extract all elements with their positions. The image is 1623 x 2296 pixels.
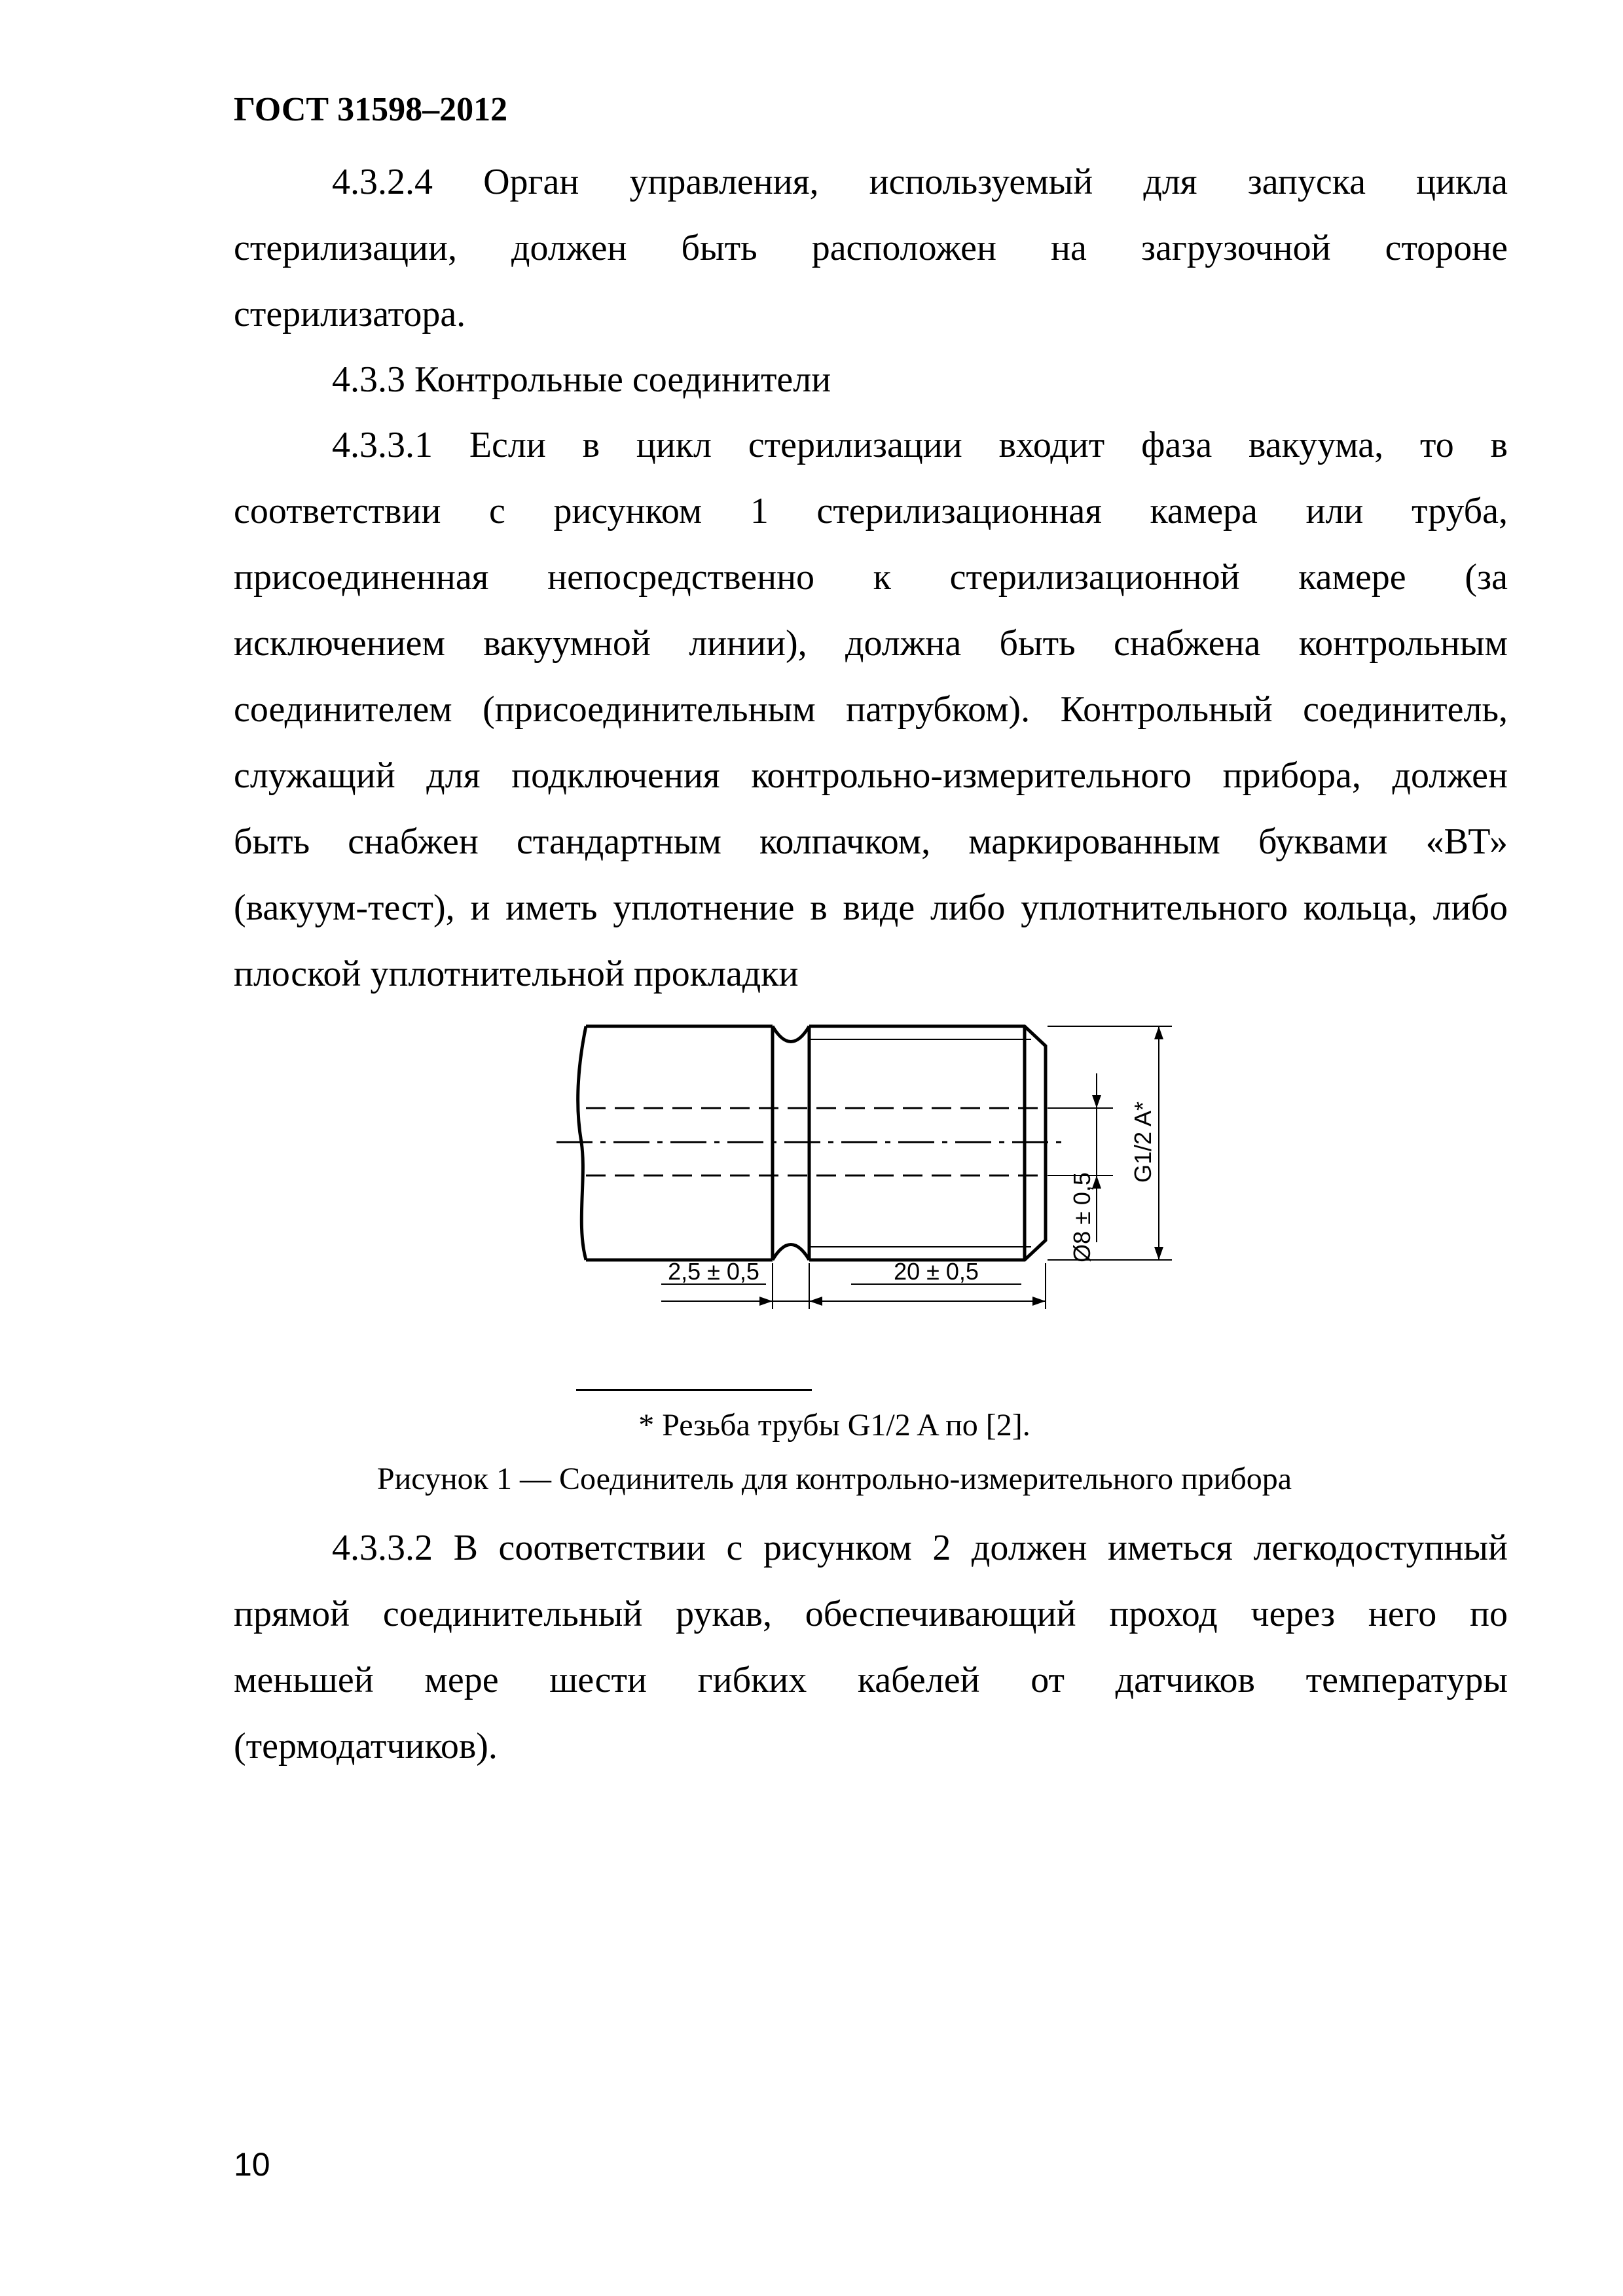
arrow-head bbox=[1092, 1095, 1101, 1108]
page-number: 10 bbox=[234, 2146, 270, 2183]
text-line: 4.3.3.1 Если в цикл стерилизации входит фаза вакуума, то в bbox=[332, 425, 1508, 465]
text-line: стерилизации, должен быть расположен на загрузочной стороне bbox=[234, 228, 1508, 268]
footnote-text: * Резьба трубы G1/2 A по [2]. bbox=[638, 1408, 1030, 1443]
text-line: соответствии с рисунком 1 стерилизационная камера или труба, bbox=[234, 491, 1508, 531]
text-line: быть снабжен стандартным колпачком, маркированным буквами «ВТ» bbox=[234, 821, 1508, 862]
footnote-rule bbox=[576, 1389, 812, 1391]
dimension-line-groove bbox=[661, 1284, 809, 1301]
dimension-line-thread-length bbox=[809, 1284, 1046, 1301]
text-line: исключением вакуумной линии), должна быть снабжена контрольным bbox=[234, 623, 1508, 664]
dim-bore-label: Ø8 ± 0,5 bbox=[1068, 1172, 1095, 1263]
arrow-head bbox=[809, 1297, 822, 1306]
paragraph-4-3-3-2 bbox=[234, 1515, 1508, 1780]
text-line: 4.3.3.2 В соответствии с рисунком 2 должен иметься легкодоступный bbox=[332, 1528, 1508, 1568]
figure-footnote bbox=[0, 1407, 1623, 1443]
caption-text: Рисунок 1 — Соединитель для контрольно-измерительного прибора bbox=[376, 1462, 1292, 1496]
dim-groove-label: 2,5 ± 0,5 bbox=[668, 1258, 759, 1285]
text-line: соединителем (присоединительным патрубком). Контрольный соединитель, bbox=[234, 689, 1508, 730]
dim-thread-length-label: 20 ± 0,5 bbox=[894, 1258, 979, 1285]
arrow-head bbox=[1154, 1026, 1163, 1039]
arrow-head bbox=[1154, 1247, 1163, 1260]
text-line: прямой соединительный рукав, обеспечивающий проход через него по bbox=[234, 1594, 1508, 1634]
arrow-head bbox=[1032, 1297, 1046, 1306]
text-line: стерилизатора. bbox=[234, 294, 466, 334]
figure-caption bbox=[0, 1461, 1623, 1497]
dim-thread-diameter-label: G1/2 A* bbox=[1129, 1101, 1156, 1183]
text-line: (вакуум-тест), и иметь уплотнение в виде либо уплотнительного кольца, либо bbox=[234, 888, 1508, 928]
text-line: присоединенная непосредственно к стерилизационной камере (за bbox=[234, 557, 1508, 598]
text-line: 4.3.3 Контрольные соединители bbox=[332, 359, 831, 400]
text-line: 4.3.2.4 Орган управления, используемый для запуска цикла bbox=[332, 162, 1508, 202]
document-header: ГОСТ 31598–2012 bbox=[234, 91, 508, 128]
arrow-head bbox=[759, 1297, 773, 1306]
text-line: (термодатчиков). bbox=[234, 1726, 498, 1767]
text-line: меньшей мере шести гибких кабелей от датчиков температуры bbox=[234, 1660, 1508, 1700]
text-line: служащий для подключения контрольно-измерительного прибора, должен bbox=[234, 755, 1508, 796]
text-line: плоской уплотнительной прокладки bbox=[234, 954, 799, 994]
